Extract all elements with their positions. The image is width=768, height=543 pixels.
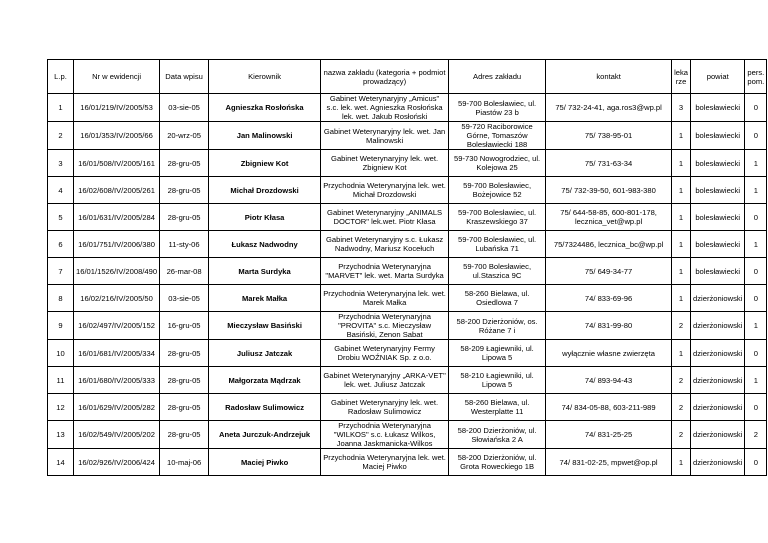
cell-kierownik: Mieczysław Basiński xyxy=(209,312,321,340)
cell-data-wpisu: 28-gru-05 xyxy=(160,421,209,449)
cell-pers: 0 xyxy=(745,258,767,285)
cell-lekarze: 1 xyxy=(672,231,691,258)
cell-kontakt: 75/ 738-95-01 xyxy=(546,122,672,150)
cell-data-wpisu: 20-wrz-05 xyxy=(160,122,209,150)
cell-kierownik: Radosław Sulimowicz xyxy=(209,394,321,421)
table-row xyxy=(48,367,767,394)
cell-adres: 58-200 Dzierżoniów, ul. Słowiańska 2 A xyxy=(449,421,546,449)
cell-powiat: bolesławiecki xyxy=(691,204,745,231)
table-row xyxy=(48,340,767,367)
cell-lekarze: 2 xyxy=(672,394,691,421)
cell-kierownik: Jan Malinowski xyxy=(209,122,321,150)
cell-adres: 58-210 Łagiewniki, ul. Lipowa 5 xyxy=(449,367,546,394)
cell-nazwa: Przychodnia Weterynaryjna lek. wet. Maciej Piwko xyxy=(321,449,449,476)
cell-lekarze: 1 xyxy=(672,177,691,204)
table-row xyxy=(48,177,767,204)
cell-pers: 1 xyxy=(745,367,767,394)
cell-kierownik: Małgorzata Mądrzak xyxy=(209,367,321,394)
cell-kierownik: Zbigniew Kot xyxy=(209,150,321,177)
cell-kontakt: 74/ 831-25-25 xyxy=(546,421,672,449)
cell-nr: 16/02/608/IV/2005/261 xyxy=(74,177,160,204)
cell-pers: 0 xyxy=(745,449,767,476)
cell-pers: 0 xyxy=(745,94,767,122)
cell-pers: 1 xyxy=(745,177,767,204)
cell-data-wpisu: 10-maj-06 xyxy=(160,449,209,476)
cell-lp: 14 xyxy=(48,449,74,476)
cell-data-wpisu: 26-mar-08 xyxy=(160,258,209,285)
cell-lekarze: 3 xyxy=(672,94,691,122)
cell-nr: 16/01/631/IV/2005/284 xyxy=(74,204,160,231)
cell-kierownik: Juliusz Jatczak xyxy=(209,340,321,367)
header-adres: Adres zakładu xyxy=(449,60,546,94)
cell-data-wpisu: 16-gru-05 xyxy=(160,312,209,340)
cell-kontakt: 74/ 831-02-25, mpwet@op.pl xyxy=(546,449,672,476)
cell-data-wpisu: 28-gru-05 xyxy=(160,340,209,367)
cell-nazwa: Przychodnia Weterynaryjna "MARVET" lek. wet. Marta Surdyka xyxy=(321,258,449,285)
cell-kontakt: 75/ 649-34-77 xyxy=(546,258,672,285)
cell-lp: 8 xyxy=(48,285,74,312)
cell-lp: 2 xyxy=(48,122,74,150)
header-powiat: powiat xyxy=(691,60,745,94)
cell-adres: 58-209 Łagiewniki, ul. Lipowa 5 xyxy=(449,340,546,367)
cell-nr: 16/01/681/IV/2005/334 xyxy=(74,340,160,367)
table-row xyxy=(48,94,767,122)
cell-lp: 4 xyxy=(48,177,74,204)
header-data: Data wpisu xyxy=(160,60,209,94)
cell-powiat: dzierżoniowski xyxy=(691,367,745,394)
cell-powiat: bolesławiecki xyxy=(691,231,745,258)
cell-kontakt: 74/ 833-69-96 xyxy=(546,285,672,312)
cell-adres: 58-260 Bielawa, ul. Westerplatte 11 xyxy=(449,394,546,421)
cell-adres: 59-730 Nowogrodziec, ul. Kolejowa 25 xyxy=(449,150,546,177)
cell-nazwa: Gabinet Weterynaryjny lek. wet. Jan Malinowski xyxy=(321,122,449,150)
cell-powiat: dzierżoniowski xyxy=(691,285,745,312)
cell-adres: 59-700 Bolesławiec, ul. Lubańska 71 xyxy=(449,231,546,258)
cell-adres: 58-200 Dzierżoniów, os. Różane 7 i xyxy=(449,312,546,340)
cell-nr: 16/02/549/IV/2005/202 xyxy=(74,421,160,449)
cell-kontakt: 74/ 831-99-80 xyxy=(546,312,672,340)
cell-powiat: dzierżoniowski xyxy=(691,340,745,367)
cell-lekarze: 1 xyxy=(672,122,691,150)
header-kontakt: kontakt xyxy=(546,60,672,94)
cell-lekarze: 2 xyxy=(672,312,691,340)
header-nr: Nr w ewidencji xyxy=(74,60,160,94)
cell-lekarze: 2 xyxy=(672,421,691,449)
cell-kontakt: wyłącznie własne zwierzęta xyxy=(546,340,672,367)
cell-lp: 6 xyxy=(48,231,74,258)
cell-adres: 59-720 Raciborowice Górne, Tomaszów Bolesławiecki 188 xyxy=(449,122,546,150)
cell-kontakt: 75/ 732-24-41, aga.ros3@wp.pl xyxy=(546,94,672,122)
cell-lp: 1 xyxy=(48,94,74,122)
cell-data-wpisu: 11-sty-06 xyxy=(160,231,209,258)
cell-nazwa: Gabinet Weterynaryjny lek. wet. Zbigniew Kot xyxy=(321,150,449,177)
cell-nazwa: Gabinet Weterynaryjny lek. wet. Radosław Sulimowicz xyxy=(321,394,449,421)
cell-nazwa: Gabinet Weterynaryjny „ANIMALS DOCTOR" lek.wet. Piotr Kłasa xyxy=(321,204,449,231)
cell-nr: 16/01/680/IV/2005/333 xyxy=(74,367,160,394)
cell-lp: 11 xyxy=(48,367,74,394)
table-row xyxy=(48,122,767,150)
cell-pers: 0 xyxy=(745,340,767,367)
table-row xyxy=(48,150,767,177)
cell-data-wpisu: 28-gru-05 xyxy=(160,367,209,394)
table-row xyxy=(48,312,767,340)
cell-lekarze: 2 xyxy=(672,367,691,394)
cell-powiat: dzierżoniowski xyxy=(691,394,745,421)
cell-powiat: bolesławiecki xyxy=(691,177,745,204)
cell-nazwa: Gabinet Weterynaryjny „Amicus" s.c. lek. wet. Agnieszka Rosłońska lek. wet. Jakub Rosłoński xyxy=(321,94,449,122)
cell-data-wpisu: 28-gru-05 xyxy=(160,177,209,204)
cell-lp: 3 xyxy=(48,150,74,177)
header-lekarze: leka rze xyxy=(672,60,691,94)
cell-kierownik: Michał Drozdowski xyxy=(209,177,321,204)
cell-kierownik: Maciej Piwko xyxy=(209,449,321,476)
cell-lekarze: 1 xyxy=(672,258,691,285)
table-row xyxy=(48,421,767,449)
cell-nazwa: Gabinet Weterynaryjny „ARKA-VET" lek. wet. Juliusz Jatczak xyxy=(321,367,449,394)
cell-nr: 16/01/353/IV/2005/66 xyxy=(74,122,160,150)
cell-kontakt: 74/ 834-05-88, 603-211-989 xyxy=(546,394,672,421)
cell-kontakt: 75/ 644-58-85, 600-801-178, lecznica_vet@wp.pl xyxy=(546,204,672,231)
cell-kierownik: Aneta Jurczuk-Andrzejuk xyxy=(209,421,321,449)
cell-nr: 16/02/497/IV/2005/152 xyxy=(74,312,160,340)
table-row xyxy=(48,285,767,312)
cell-lp: 7 xyxy=(48,258,74,285)
cell-kontakt: 75/ 731-63-34 xyxy=(546,150,672,177)
cell-nr: 16/01/1526/IV/2008/490 xyxy=(74,258,160,285)
cell-powiat: bolesławiecki xyxy=(691,150,745,177)
header-nazwa: nazwa zakładu (kategoria + podmiot prowadzący) xyxy=(321,60,449,94)
cell-powiat: dzierżoniowski xyxy=(691,421,745,449)
cell-adres: 58-260 Bielawa, ul. Osiedlowa 7 xyxy=(449,285,546,312)
cell-nr: 16/01/219/IV/2005/53 xyxy=(74,94,160,122)
cell-lekarze: 1 xyxy=(672,285,691,312)
cell-adres: 59-700 Bolesławiec, Bożejowice 52 xyxy=(449,177,546,204)
cell-data-wpisu: 03-sie-05 xyxy=(160,285,209,312)
cell-pers: 2 xyxy=(745,421,767,449)
cell-powiat: bolesławiecki xyxy=(691,122,745,150)
cell-data-wpisu: 28-gru-05 xyxy=(160,394,209,421)
cell-pers: 0 xyxy=(745,122,767,150)
cell-lekarze: 1 xyxy=(672,340,691,367)
cell-kierownik: Marta Surdyka xyxy=(209,258,321,285)
cell-nazwa: Przychodnia Weterynaryjna lek. wet. Michał Drozdowski xyxy=(321,177,449,204)
cell-nr: 16/02/926/IV/2006/424 xyxy=(74,449,160,476)
cell-kontakt: 74/ 893-94-43 xyxy=(546,367,672,394)
cell-kierownik: Agnieszka Rosłońska xyxy=(209,94,321,122)
table-row xyxy=(48,204,767,231)
cell-lp: 9 xyxy=(48,312,74,340)
cell-kierownik: Piotr Kłasa xyxy=(209,204,321,231)
cell-nazwa: Gabinet Weterynaryjny Fermy Drobiu WOŹNIAK Sp. z o.o. xyxy=(321,340,449,367)
cell-powiat: bolesławiecki xyxy=(691,258,745,285)
cell-powiat: dzierżoniowski xyxy=(691,449,745,476)
header-kierownik: Kierownik xyxy=(209,60,321,94)
cell-nr: 16/02/216/IV/2005/50 xyxy=(74,285,160,312)
cell-nazwa: Gabinet Weterynaryjny s.c. Łukasz Nadwodny, Mariusz Kocełuch xyxy=(321,231,449,258)
cell-pers: 0 xyxy=(745,285,767,312)
cell-adres: 59-700 Bolesławiec, ul. Piastów 23 b xyxy=(449,94,546,122)
cell-nazwa: Przychodnia Weterynaryjna "WILKOS" s.c. Łukasz Wilkos, Joanna Jaskmanicka-Wilkos xyxy=(321,421,449,449)
cell-kierownik: Łukasz Nadwodny xyxy=(209,231,321,258)
cell-lp: 10 xyxy=(48,340,74,367)
cell-data-wpisu: 28-gru-05 xyxy=(160,204,209,231)
cell-adres: 59-700 Bolesławiec, ul.Staszica 9C xyxy=(449,258,546,285)
cell-data-wpisu: 28-gru-05 xyxy=(160,150,209,177)
cell-pers: 1 xyxy=(745,150,767,177)
cell-nr: 16/01/629/IV/2005/282 xyxy=(74,394,160,421)
cell-lekarze: 1 xyxy=(672,150,691,177)
table-row xyxy=(48,449,767,476)
cell-nazwa: Przychodnia Weterynaryjna lek. wet. Marek Małka xyxy=(321,285,449,312)
cell-adres: 58-200 Dzierżoniów, ul. Grota Roweckiego 1B xyxy=(449,449,546,476)
cell-pers: 1 xyxy=(745,312,767,340)
cell-nr: 16/01/508/IV/2005/161 xyxy=(74,150,160,177)
cell-powiat: dzierżoniowski xyxy=(691,312,745,340)
table-row xyxy=(48,258,767,285)
cell-kierownik: Marek Małka xyxy=(209,285,321,312)
cell-pers: 0 xyxy=(745,204,767,231)
header-lp: L.p. xyxy=(48,60,74,94)
cell-lekarze: 1 xyxy=(672,204,691,231)
vet-clinics-table xyxy=(47,59,767,476)
cell-pers: 1 xyxy=(745,231,767,258)
cell-kontakt: 75/ 732-39-50, 601-983-380 xyxy=(546,177,672,204)
header-pers: pers. pom. xyxy=(745,60,767,94)
cell-nr: 16/01/751/IV/2006/380 xyxy=(74,231,160,258)
cell-adres: 59-700 Bolesławiec, ul. Kraszewskiego 37 xyxy=(449,204,546,231)
cell-pers: 0 xyxy=(745,394,767,421)
cell-powiat: bolesławiecki xyxy=(691,94,745,122)
cell-lp: 13 xyxy=(48,421,74,449)
table-row xyxy=(48,231,767,258)
cell-kontakt: 75/7324486, lecznica_bc@wp.pl xyxy=(546,231,672,258)
cell-data-wpisu: 03-sie-05 xyxy=(160,94,209,122)
cell-lp: 5 xyxy=(48,204,74,231)
cell-lp: 12 xyxy=(48,394,74,421)
table-header-row xyxy=(48,60,767,94)
cell-nazwa: Przychodnia Weterynaryjna "PROVITA" s.c. Mieczysław Basiński, Zenon Sabat xyxy=(321,312,449,340)
table-row xyxy=(48,394,767,421)
cell-lekarze: 1 xyxy=(672,449,691,476)
